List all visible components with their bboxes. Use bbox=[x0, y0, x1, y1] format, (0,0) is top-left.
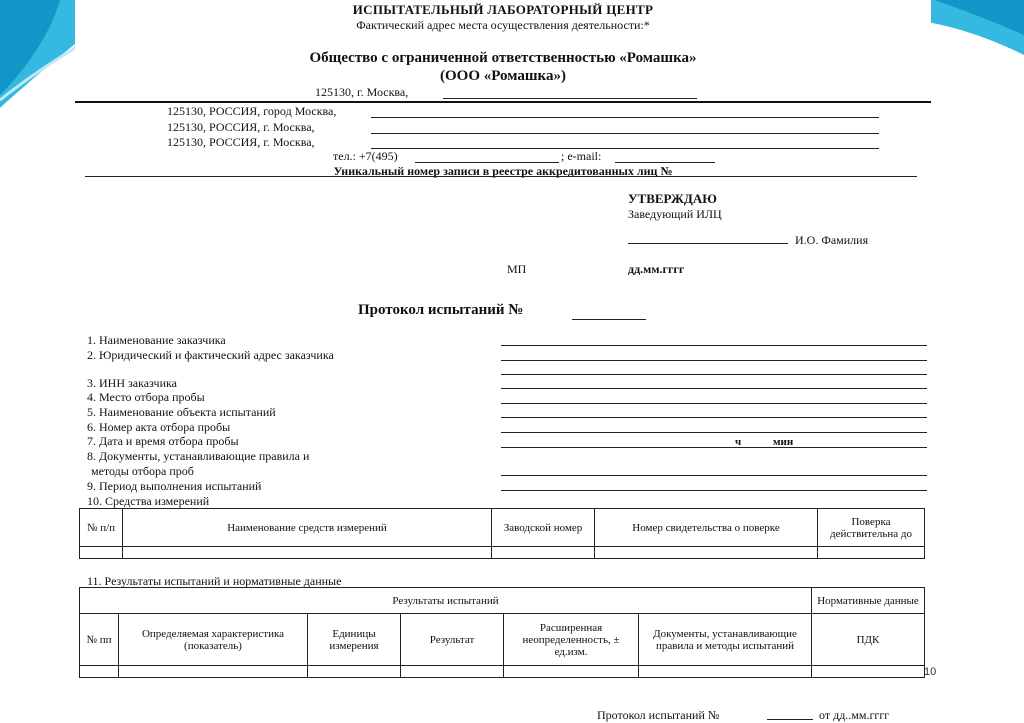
col-mac: ПДК bbox=[812, 614, 925, 666]
approval-title: УТВЕРЖДАЮ bbox=[628, 191, 717, 206]
hours-label: ч bbox=[735, 436, 742, 448]
email-label: ; e-mail: bbox=[561, 149, 602, 163]
answer-line-4 bbox=[501, 378, 927, 389]
field-sampling-place: 4. Место отбора пробы bbox=[87, 390, 205, 404]
col-characteristic: Определяемая характеристика (показатель) bbox=[119, 614, 308, 666]
col-number: № пп bbox=[80, 614, 119, 666]
instruments-table bbox=[79, 508, 925, 559]
field-test-object: 5. Наименование объекта испытаний bbox=[87, 405, 276, 419]
address-line-1-blank bbox=[371, 105, 879, 118]
table-row bbox=[80, 547, 925, 559]
field-sampling-documents: 8. Документы, устанавливающие правила и bbox=[87, 449, 310, 463]
answer-line-8 bbox=[501, 437, 927, 448]
organization-name: Общество с ограниченной ответственностью «Ромашка» bbox=[309, 50, 697, 66]
col-calibration-certificate: Номер свидетельства о поверке bbox=[595, 509, 818, 547]
org-address-blank bbox=[443, 86, 697, 99]
actual-address-label: Фактический адрес места осуществления деятельности:* bbox=[356, 18, 650, 32]
results-section-title: 11. Результаты испытаний и нормативные данные bbox=[87, 574, 342, 588]
instruments-table-header bbox=[80, 509, 925, 547]
signature-blank bbox=[628, 231, 788, 244]
answer-line-3 bbox=[501, 364, 927, 375]
col-result: Результат bbox=[401, 614, 504, 666]
phone-label: тел.: +7(495) bbox=[333, 149, 398, 163]
protocol-title: Протокол испытаний № bbox=[358, 302, 524, 318]
results-table-header bbox=[80, 614, 925, 666]
field-instruments: 10. Средства измерений bbox=[87, 494, 210, 508]
footer-protocol-ref: Протокол испытаний № bbox=[597, 708, 720, 722]
results-group-header: Результаты испытаний bbox=[80, 588, 812, 614]
table-row bbox=[80, 666, 925, 678]
field-customer-inn: 3. ИНН заказчика bbox=[87, 376, 177, 390]
corner-decoration-left bbox=[0, 0, 80, 110]
col-instrument-name: Наименование средств измерений bbox=[123, 509, 492, 547]
answer-line-1 bbox=[501, 335, 927, 346]
lab-center-title: ИСПЫТАТЕЛЬНЫЙ ЛАБОРАТОРНЫЙ ЦЕНТР bbox=[352, 2, 654, 17]
answer-line-2 bbox=[501, 350, 927, 361]
field-sampling-methods: методы отбора проб bbox=[91, 464, 194, 478]
approval-position: Заведующий ИЛЦ bbox=[628, 207, 722, 221]
field-customer-address: 2. Юридический и фактический адрес заказчика bbox=[87, 348, 334, 362]
stamp-label: МП bbox=[507, 262, 527, 276]
answer-line-5 bbox=[501, 393, 927, 404]
address-line-2-blank bbox=[371, 121, 879, 134]
approval-date: дд.мм.гггг bbox=[628, 262, 685, 276]
address-line-1: 125130, РОССИЯ, город Москва, bbox=[167, 104, 337, 118]
footer-number-blank bbox=[767, 706, 813, 720]
registry-underline bbox=[85, 163, 917, 177]
protocol-document bbox=[75, 0, 931, 723]
protocol-number-blank bbox=[572, 304, 646, 320]
email-blank bbox=[615, 150, 715, 163]
address-line-3: 125130, РОССИЯ, г. Москва, bbox=[167, 135, 315, 149]
answer-line-10 bbox=[501, 480, 927, 491]
address-line-3-blank bbox=[371, 136, 879, 149]
col-calibration-valid-until: Поверка действительна до bbox=[818, 509, 925, 547]
registry-number-label: Уникальный номер записи в реестре аккредитованных лиц № bbox=[333, 164, 673, 178]
answer-line-7 bbox=[501, 422, 927, 433]
col-serial-number: Заводской номер bbox=[492, 509, 595, 547]
field-sampling-act: 6. Номер акта отбора пробы bbox=[87, 420, 231, 434]
organization-address: 125130, г. Москва, bbox=[315, 85, 409, 99]
footer-date-ref: от дд..мм.гггг bbox=[819, 708, 890, 722]
col-units: Единицы измерения bbox=[308, 614, 401, 666]
phone-blank bbox=[415, 150, 559, 163]
col-test-methods: Документы, устанавливающие правила и методы испытаний bbox=[639, 614, 812, 666]
answer-line-9 bbox=[501, 465, 927, 476]
signature-name: И.О. Фамилия bbox=[795, 233, 869, 247]
normative-group-header: Нормативные данные bbox=[812, 588, 925, 614]
minutes-label: мин bbox=[773, 436, 794, 448]
field-customer-name: 1. Наименование заказчика bbox=[87, 333, 226, 347]
results-table-group-header bbox=[80, 588, 925, 614]
organization-short-name: (ООО «Ромашка») bbox=[440, 68, 566, 84]
slide-number: 10 bbox=[924, 666, 937, 678]
col-number: № п/п bbox=[80, 509, 123, 547]
header-divider bbox=[75, 101, 931, 103]
col-uncertainty: Расширенная неопределенность, ± ед.изм. bbox=[504, 614, 639, 666]
address-line-2: 125130, РОССИЯ, г. Москва, bbox=[167, 120, 315, 134]
field-test-period: 9. Период выполнения испытаний bbox=[87, 479, 262, 493]
field-sampling-datetime: 7. Дата и время отбора пробы bbox=[87, 434, 239, 448]
results-table bbox=[79, 587, 925, 678]
answer-line-6 bbox=[501, 407, 927, 418]
